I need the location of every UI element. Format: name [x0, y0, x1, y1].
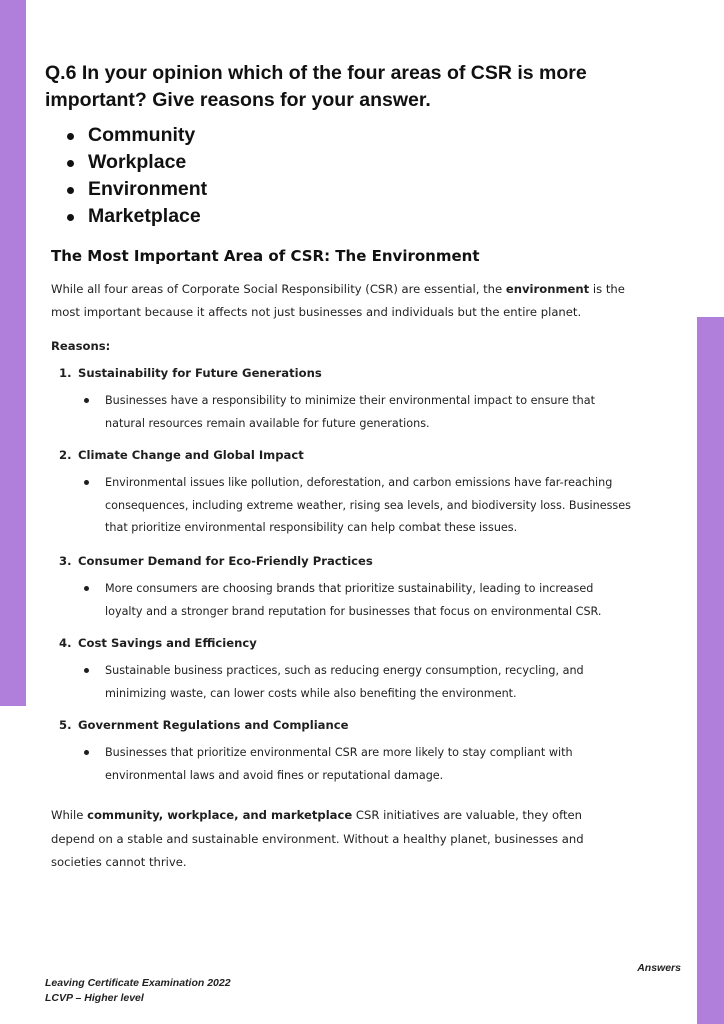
- reasons-label: Reasons:: [51, 339, 111, 353]
- footer-exam-info: [45, 976, 231, 1006]
- reason-title-text: Government Regulations and Compliance: [78, 718, 349, 732]
- reason-number: 3.: [59, 554, 72, 568]
- reason-number: 4.: [59, 636, 72, 650]
- list-item: Environment: [65, 176, 207, 203]
- reason-title-text: Sustainability for Future Generations: [78, 366, 322, 380]
- reason-item: [59, 716, 634, 787]
- left-accent-bar: [0, 0, 26, 706]
- footer-exam-level: LCVP – Higher level: [45, 992, 144, 1004]
- list-item: Workplace: [65, 149, 207, 176]
- reason-text: Environmental issues like pollution, deforestation, and carbon emissions have far-reaching consequences, including extreme weather, rising sea levels, and biodiversity loss. Businesses that prioritize environmental responsibility can help combat these issues.: [59, 472, 634, 540]
- csr-areas-list: [65, 122, 207, 230]
- conclusion-paragraph: [51, 804, 626, 875]
- reason-number: 1.: [59, 366, 72, 380]
- reason-title: [59, 552, 634, 570]
- answer-section: [51, 244, 651, 869]
- intro-paragraph: [51, 278, 631, 324]
- question-text: Q.6 In your opinion which of the four areas of CSR is more important? Give reasons for your answer.: [45, 62, 587, 111]
- conclusion-text-start: While: [51, 808, 88, 822]
- reason-item: [59, 364, 634, 435]
- reason-number: 5.: [59, 718, 72, 732]
- reason-title: [59, 364, 634, 382]
- list-item: Marketplace: [65, 203, 207, 230]
- footer-exam-title: Leaving Certificate Examination 2022: [45, 977, 231, 989]
- reason-title: [59, 446, 634, 464]
- conclusion-text-end: CSR initiatives are valuable, they often depend on a stable and sustainable environment. Without a healthy planet, businesses and societies cannot thrive.: [51, 808, 584, 869]
- right-accent-bar: [697, 317, 724, 1024]
- list-item: Community: [65, 122, 207, 149]
- reason-text: More consumers are choosing brands that prioritize sustainability, leading to increased loyalty and a stronger brand reputation for businesses that focus on environmental CSR.: [59, 578, 634, 623]
- intro-text-end: is the most important because it affects not just businesses and individuals but the entire planet.: [51, 282, 625, 319]
- reason-number: 2.: [59, 448, 72, 462]
- reason-text: Businesses that prioritize environmental CSR are more likely to stay compliant with environmental laws and avoid fines or reputational damage.: [59, 742, 634, 787]
- reason-text: Businesses have a responsibility to minimize their environmental impact to ensure that natural resources remain available for future generations.: [59, 390, 634, 435]
- footer-answers-label: Answers: [637, 962, 681, 974]
- reason-title: [59, 634, 634, 652]
- conclusion-text-emphasis: community, workplace, and marketplace: [87, 808, 353, 822]
- intro-text-emphasis: environment: [505, 282, 590, 296]
- intro-text-start: While all four areas of Corporate Social Responsibility (CSR) are essential, the: [51, 282, 506, 296]
- reason-title-text: Cost Savings and Efficiency: [78, 636, 257, 650]
- answer-heading: The Most Important Area of CSR: The Environment: [51, 247, 480, 265]
- reason-item: [59, 634, 634, 705]
- reason-text: Sustainable business practices, such as reducing energy consumption, recycling, and minimizing waste, can lower costs while also benefiting the environment.: [59, 660, 634, 705]
- reason-title-text: Consumer Demand for Eco-Friendly Practices: [78, 554, 373, 568]
- reason-title: [59, 716, 634, 734]
- reason-item: [59, 446, 634, 540]
- reason-item: [59, 552, 634, 623]
- reason-title-text: Climate Change and Global Impact: [78, 448, 304, 462]
